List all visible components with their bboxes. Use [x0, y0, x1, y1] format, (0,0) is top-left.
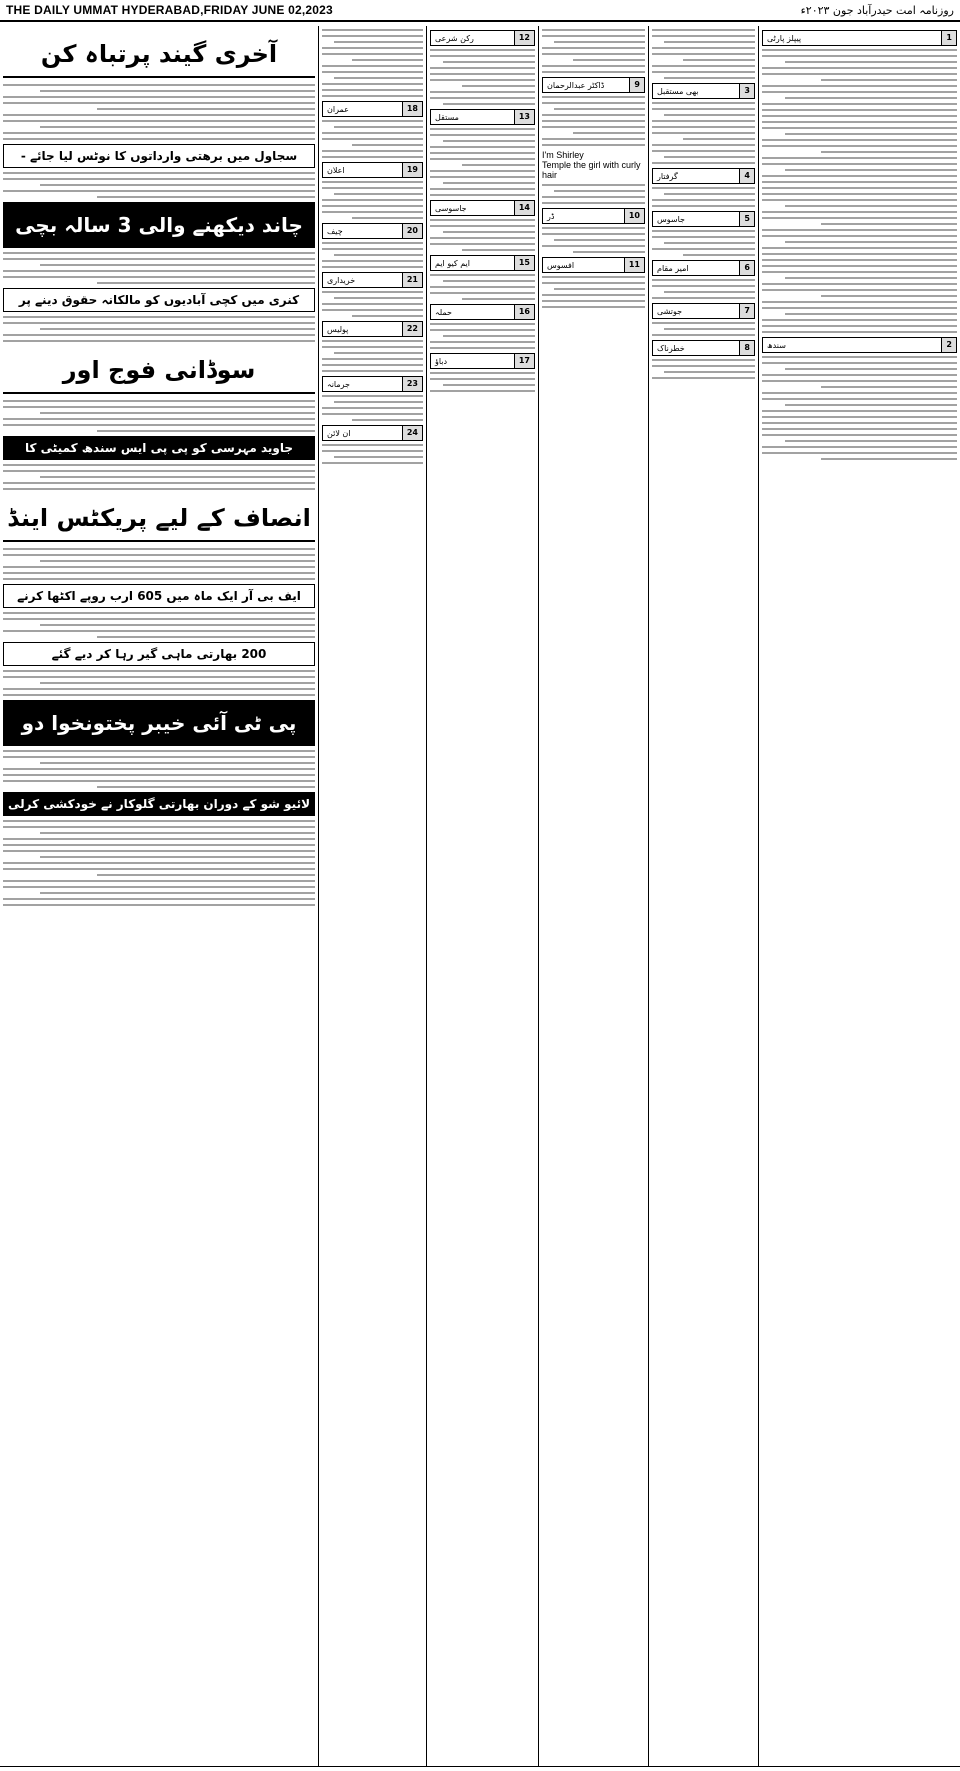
column-f [758, 26, 960, 1766]
news-box-1: 1 پیپلز پارٹی [762, 30, 957, 46]
english-line-3: hair [542, 170, 558, 180]
news-box-6: 6 امیر مقام [652, 260, 755, 276]
english-line-2: Temple the girl with curly [542, 160, 641, 170]
news-box-5: 5 جاسوس [652, 211, 755, 227]
headline-moon: چاند دیکھنے والی 3 سالہ بچی [3, 202, 315, 248]
news-box-3: 3 بھی مستقبل [652, 83, 755, 99]
news-box-19: 19 اعلان [322, 162, 423, 178]
news-box-21: 21 خریداری [322, 272, 423, 288]
article-lines [3, 84, 315, 140]
news-box-10: 10 ڈر [542, 208, 645, 224]
headline-pti: پی ٹی آئی خیبر پختونخوا دو [3, 700, 315, 746]
headline-justice: انصاف کے لیے پریکٹس اینڈ [3, 496, 315, 542]
news-box-4: 4 گرفتار [652, 168, 755, 184]
news-box-12: 12 رکن شرعی [430, 30, 535, 46]
news-box-17: 17 دباؤ [430, 353, 535, 369]
headline-fbr: ایف بی آر ایک ماہ میں 605 ارب روپے اکٹھا کرنے [3, 584, 315, 608]
news-box-2: 2 سندھ [762, 337, 957, 353]
news-box-11: 11 افسوس [542, 257, 645, 273]
english-line-1: I'm Shirley [542, 150, 584, 160]
news-box-15: 15 ایم کیو ایم [430, 255, 535, 271]
news-box-13: 13 مستقل [430, 109, 535, 125]
news-box-8: 8 خطرناک [652, 340, 755, 356]
headline-fishermen: 200 بھارتی ماہی گیر رہا کر دیے گئے [3, 642, 315, 666]
news-box-9: 9 ڈاکٹر عبدالرحمان [542, 77, 645, 93]
column-c [426, 26, 538, 1766]
news-box-20: 20 چیف [322, 223, 423, 239]
news-box-24: 24 ان لائن [322, 425, 423, 441]
headline-mehrsi: جاوید مہرسی کو پی پی ایس سندھ کمیٹی کا [3, 436, 315, 460]
news-box-18: 18 عمران [322, 101, 423, 117]
headline-kunri: کنری میں کچی آبادیوں کو مالکانہ حقوق دینے پر [3, 288, 315, 312]
headline-sajawal: سجاول میں برھتی وارداتوں کا نوٹس لیا جائے - [3, 144, 315, 168]
news-box-22: 22 پولیس [322, 321, 423, 337]
english-masthead: THE DAILY UMMAT HYDERABAD,FRIDAY JUNE 02,2023 [6, 3, 333, 17]
column-e [648, 26, 758, 1766]
news-box-16: 16 حملہ [430, 304, 535, 320]
column-d [538, 26, 648, 1766]
news-box-14: 14 جاسوسی [430, 200, 535, 216]
urdu-masthead: روزنامہ امت حیدرآباد جون ۲۰۲۳ء [800, 3, 954, 17]
english-snippet [542, 150, 645, 180]
news-box-7: 7 جوتشی [652, 303, 755, 319]
top-banner-headline: آخری گیند پرتباہ کن [3, 32, 315, 78]
column-front-headlines [0, 26, 318, 1766]
page-bottom-rule [0, 1766, 960, 1767]
masthead [0, 0, 960, 22]
column-b [318, 26, 426, 1766]
headline-sudan: سوڈانی فوج اور [3, 348, 315, 394]
headline-singer: لائیو شو کے دوران بھارتی گلوکار نے خودکشی کرلی [3, 792, 315, 816]
news-box-23: 23 جرمانہ [322, 376, 423, 392]
